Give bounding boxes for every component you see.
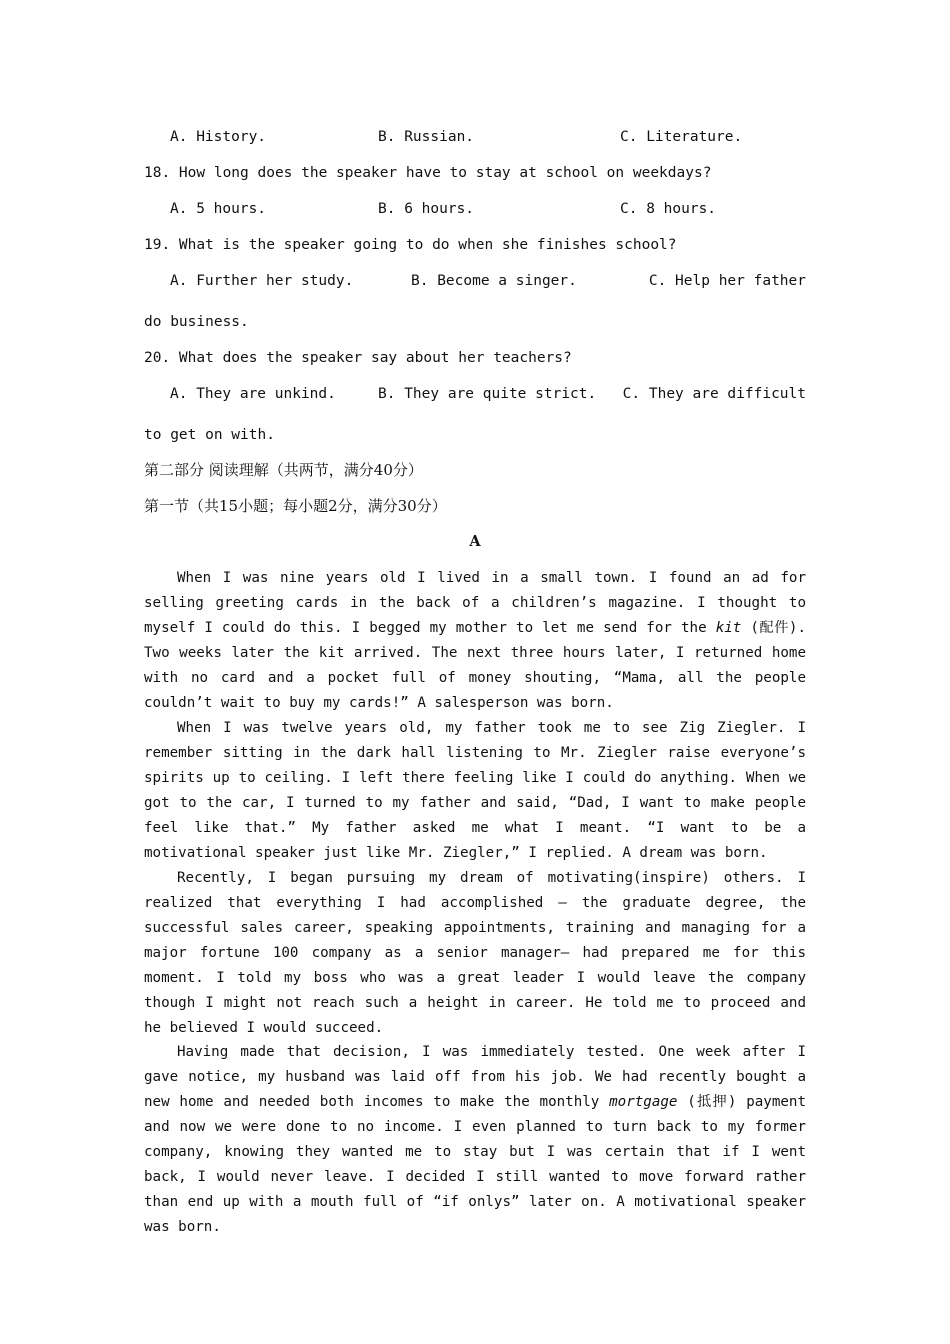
section-one-heading: 第一节（共15小题；每小题2分，满分30分） [144, 497, 447, 515]
q20-option-c: C. They are difficult [622, 386, 806, 402]
kit-term: kit [715, 620, 742, 636]
q19-option-c: C. Help her father [648, 273, 806, 289]
part-two-heading: 第二部分 阅读理解（共两节，满分40分） [144, 461, 423, 479]
q19-question: 19. What is the speaker going to do when she finishes school? [144, 237, 677, 253]
q19-option-a: A. Further her study. [170, 273, 354, 289]
q17-option-a: A. History. [170, 129, 267, 145]
q17-option-c: C. Literature. [620, 129, 743, 145]
passage-paragraph-4 [144, 1040, 806, 1240]
q18-option-b: B. 6 hours. [378, 201, 475, 217]
passage-title: A [469, 533, 481, 550]
p1-text-a: When I was nine years old I lived in a small town. I found an ad for selling greeting cards in the back of a children’s magazine. I thought to myself I could do this. I begged my mother to let me send for the [144, 570, 806, 636]
q19-option-b: B. Become a singer. [411, 273, 577, 289]
p4-text-a: Having made that decision, I was immediately tested. One week after I gave notice, my husband was laid off from his job. We had recently bought a new home and needed both incomes to make the monthly [144, 1044, 806, 1110]
q18-option-c: C. 8 hours. [620, 201, 717, 217]
q18-question: 18. How long does the speaker have to stay at school on weekdays? [144, 165, 712, 181]
q20-continuation: to get on with. [144, 427, 275, 443]
q20-question: 20. What does the speaker say about her teachers? [144, 350, 572, 366]
p4-text-b: (抵押) payment and now we were done to no income. I even planned to turn back to my former company, knowing they wanted me to stay but I was certain that if I went back, I would never leave. I decided I still wanted to move forward rather than end up with a mouth full of “if onlys” later on. A motivational speaker was born. [144, 1094, 806, 1235]
passage-paragraph-2: When I was twelve years old, my father took me to see Zig Ziegler. I remember sitting in the dark hall listening to Mr. Ziegler raise everyone’s spirits up to ceiling. I left there feeling like I could do anything. When we got to the car, I turned to my father and said, “Dad, I want to make people feel like that.” My father asked me what I meant. “I want to be a motivational speaker just like Mr. Ziegler,” I replied. A dream was born. [144, 720, 806, 861]
q17-option-b: B. Russian. [378, 129, 475, 145]
mortgage-term: mortgage [609, 1094, 678, 1110]
passage-paragraph-3: Recently, I began pursuing my dream of motivating(inspire) others. I realized that everything I had accomplished — the graduate degree, the successful sales career, speaking appointments, training and managing for a major fortune 100 company as a senior manager— had prepared me for this moment. I told my boss who was a great leader I would leave the company though I might not reach such a height in career. He told me to proceed and he believed I would succeed. [144, 870, 806, 1036]
q20-option-b: B. They are quite strict. [378, 386, 597, 402]
q20-option-a: A. They are unkind. [170, 386, 336, 402]
passage-paragraph-1 [144, 566, 806, 716]
q18-option-a: A. 5 hours. [170, 201, 267, 217]
q19-continuation: do business. [144, 314, 249, 330]
p1-text-b: (配件). Two weeks later the kit arrived. The next three hours later, I returned home with no card and a pocket full of money shouting, “Mama, all the people couldn’t wait to buy my cards!” A salesperson was born. [144, 620, 806, 711]
